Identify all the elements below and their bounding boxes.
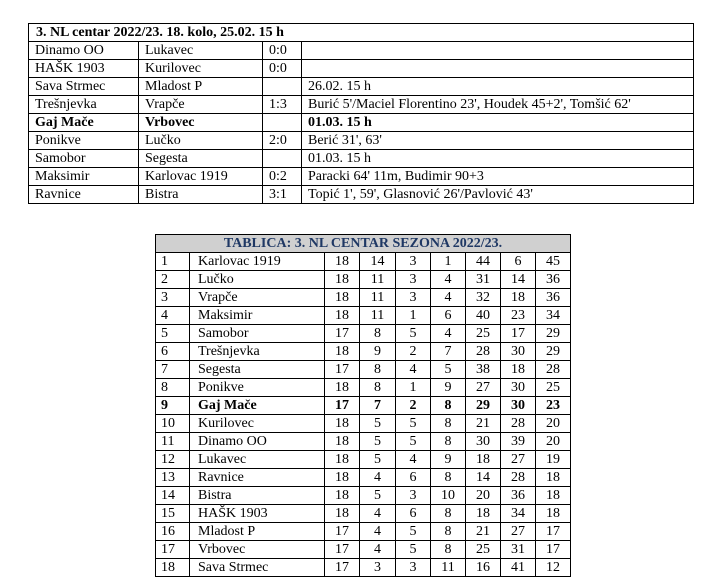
losses-cell: 4: [431, 289, 466, 307]
points-cell: 36: [536, 271, 571, 289]
home-team: Trešnjevka: [29, 96, 139, 114]
match-info: Paracki 64' 11m, Budimir 90+3: [302, 168, 694, 186]
played-cell: 17: [325, 523, 360, 541]
match-score: 1:3: [263, 96, 302, 114]
position-cell: 11: [156, 433, 190, 451]
standings-body: [156, 235, 571, 577]
draws-cell: 5: [396, 325, 431, 343]
team-cell: Dinamo OO: [190, 433, 325, 451]
position-cell: 6: [156, 343, 190, 361]
goals-for-cell: 14: [466, 469, 501, 487]
wins-cell: 11: [360, 271, 396, 289]
match-row: [29, 150, 694, 168]
standings-row: [156, 541, 571, 559]
match-score: 0:2: [263, 168, 302, 186]
match-info: 01.03. 15 h: [302, 114, 694, 132]
team-cell: Trešnjevka: [190, 343, 325, 361]
team-cell: Segesta: [190, 361, 325, 379]
away-team: Karlovac 1919: [139, 168, 263, 186]
team-cell: Samobor: [190, 325, 325, 343]
draws-cell: 4: [396, 451, 431, 469]
match-info: 26.02. 15 h: [302, 78, 694, 96]
wins-cell: 8: [360, 379, 396, 397]
losses-cell: 9: [431, 451, 466, 469]
points-cell: 29: [536, 325, 571, 343]
match-score: [263, 150, 302, 168]
losses-cell: 1: [431, 253, 466, 271]
match-info: Burić 5'/Maciel Florentino 23', Houdek 45+2', Tomšić 62': [302, 96, 694, 114]
points-cell: 28: [536, 361, 571, 379]
goals-against-cell: 30: [501, 379, 536, 397]
position-cell: 10: [156, 415, 190, 433]
wins-cell: 5: [360, 487, 396, 505]
goals-for-cell: 16: [466, 559, 501, 577]
draws-cell: 6: [396, 505, 431, 523]
standings-row: [156, 379, 571, 397]
goals-against-cell: 34: [501, 505, 536, 523]
position-cell: 7: [156, 361, 190, 379]
match-score: 0:0: [263, 60, 302, 78]
goals-against-cell: 27: [501, 451, 536, 469]
played-cell: 17: [325, 397, 360, 415]
played-cell: 18: [325, 433, 360, 451]
results-title: 3. NL centar 2022/23. 18. kolo, 25.02. 15 h: [29, 24, 694, 42]
goals-for-cell: 27: [466, 379, 501, 397]
standings-row: [156, 523, 571, 541]
goals-for-cell: 28: [466, 343, 501, 361]
goals-for-cell: 30: [466, 433, 501, 451]
goals-against-cell: 14: [501, 271, 536, 289]
points-cell: 18: [536, 505, 571, 523]
away-team: Segesta: [139, 150, 263, 168]
wins-cell: 5: [360, 433, 396, 451]
standings-row: [156, 559, 571, 577]
team-cell: Karlovac 1919: [190, 253, 325, 271]
standings-row: [156, 487, 571, 505]
points-cell: 29: [536, 343, 571, 361]
draws-cell: 3: [396, 253, 431, 271]
standings-row: [156, 307, 571, 325]
team-cell: Ponikve: [190, 379, 325, 397]
standings-title: TABLICA: 3. NL CENTAR SEZONA 2022/23.: [156, 235, 571, 253]
goals-for-cell: 29: [466, 397, 501, 415]
draws-cell: 3: [396, 271, 431, 289]
goals-against-cell: 27: [501, 523, 536, 541]
points-cell: 45: [536, 253, 571, 271]
draws-cell: 5: [396, 541, 431, 559]
draws-cell: 5: [396, 433, 431, 451]
match-info: Berić 31', 63': [302, 132, 694, 150]
points-cell: 20: [536, 433, 571, 451]
played-cell: 18: [325, 343, 360, 361]
position-cell: 8: [156, 379, 190, 397]
goals-for-cell: 44: [466, 253, 501, 271]
wins-cell: 4: [360, 469, 396, 487]
points-cell: 19: [536, 451, 571, 469]
played-cell: 17: [325, 361, 360, 379]
points-cell: 17: [536, 523, 571, 541]
points-cell: 23: [536, 397, 571, 415]
goals-against-cell: 30: [501, 343, 536, 361]
draws-cell: 4: [396, 361, 431, 379]
played-cell: 18: [325, 379, 360, 397]
team-cell: Bistra: [190, 487, 325, 505]
played-cell: 17: [325, 325, 360, 343]
wins-cell: 5: [360, 451, 396, 469]
losses-cell: 8: [431, 541, 466, 559]
away-team: Vrbovec: [139, 114, 263, 132]
match-row: [29, 186, 694, 204]
position-cell: 2: [156, 271, 190, 289]
goals-against-cell: 30: [501, 397, 536, 415]
away-team: Bistra: [139, 186, 263, 204]
team-cell: Maksimir: [190, 307, 325, 325]
team-cell: Sava Strmec: [190, 559, 325, 577]
losses-cell: 5: [431, 361, 466, 379]
standings-row: [156, 397, 571, 415]
results-title-row: [29, 24, 694, 42]
draws-cell: 2: [396, 397, 431, 415]
wins-cell: 14: [360, 253, 396, 271]
losses-cell: 6: [431, 307, 466, 325]
goals-against-cell: 28: [501, 415, 536, 433]
standings-row: [156, 325, 571, 343]
goals-for-cell: 38: [466, 361, 501, 379]
position-cell: 16: [156, 523, 190, 541]
goals-against-cell: 39: [501, 433, 536, 451]
goals-for-cell: 18: [466, 451, 501, 469]
match-info: 01.03. 15 h: [302, 150, 694, 168]
losses-cell: 8: [431, 505, 466, 523]
standings-row: [156, 253, 571, 271]
wins-cell: 9: [360, 343, 396, 361]
team-cell: Lukavec: [190, 451, 325, 469]
match-row: [29, 168, 694, 186]
home-team: Sava Strmec: [29, 78, 139, 96]
goals-against-cell: 41: [501, 559, 536, 577]
goals-against-cell: 36: [501, 487, 536, 505]
home-team: Ponikve: [29, 132, 139, 150]
home-team: Dinamo OO: [29, 42, 139, 60]
wins-cell: 7: [360, 397, 396, 415]
points-cell: 25: [536, 379, 571, 397]
draws-cell: 3: [396, 289, 431, 307]
played-cell: 17: [325, 559, 360, 577]
position-cell: 12: [156, 451, 190, 469]
standings-row: [156, 451, 571, 469]
goals-for-cell: 25: [466, 325, 501, 343]
points-cell: 34: [536, 307, 571, 325]
home-team: Samobor: [29, 150, 139, 168]
played-cell: 18: [325, 271, 360, 289]
losses-cell: 8: [431, 397, 466, 415]
team-cell: Lučko: [190, 271, 325, 289]
goals-against-cell: 23: [501, 307, 536, 325]
position-cell: 13: [156, 469, 190, 487]
results-body: [29, 24, 694, 204]
match-score: [263, 114, 302, 132]
wins-cell: 8: [360, 325, 396, 343]
position-cell: 17: [156, 541, 190, 559]
wins-cell: 4: [360, 505, 396, 523]
losses-cell: 9: [431, 379, 466, 397]
team-cell: Vrapče: [190, 289, 325, 307]
draws-cell: 3: [396, 487, 431, 505]
position-cell: 1: [156, 253, 190, 271]
played-cell: 18: [325, 469, 360, 487]
away-team: Vrapče: [139, 96, 263, 114]
position-cell: 14: [156, 487, 190, 505]
home-team: Maksimir: [29, 168, 139, 186]
position-cell: 3: [156, 289, 190, 307]
goals-against-cell: 28: [501, 469, 536, 487]
position-cell: 9: [156, 397, 190, 415]
points-cell: 18: [536, 487, 571, 505]
wins-cell: 11: [360, 289, 396, 307]
losses-cell: 7: [431, 343, 466, 361]
played-cell: 18: [325, 451, 360, 469]
goals-for-cell: 20: [466, 487, 501, 505]
points-cell: 17: [536, 541, 571, 559]
goals-against-cell: 31: [501, 541, 536, 559]
draws-cell: 6: [396, 469, 431, 487]
standings-row: [156, 469, 571, 487]
draws-cell: 1: [396, 307, 431, 325]
match-score: 2:0: [263, 132, 302, 150]
goals-for-cell: 31: [466, 271, 501, 289]
points-cell: 36: [536, 289, 571, 307]
standings-row: [156, 505, 571, 523]
losses-cell: 4: [431, 271, 466, 289]
draws-cell: 3: [396, 559, 431, 577]
match-row: [29, 42, 694, 60]
team-cell: Mladost P: [190, 523, 325, 541]
match-row: [29, 78, 694, 96]
points-cell: 20: [536, 415, 571, 433]
goals-for-cell: 21: [466, 523, 501, 541]
team-cell: Ravnice: [190, 469, 325, 487]
losses-cell: 8: [431, 523, 466, 541]
results-table: [28, 23, 694, 204]
goals-for-cell: 18: [466, 505, 501, 523]
match-info: [302, 60, 694, 78]
points-cell: 12: [536, 559, 571, 577]
position-cell: 18: [156, 559, 190, 577]
wins-cell: 11: [360, 307, 396, 325]
losses-cell: 8: [431, 433, 466, 451]
losses-cell: 10: [431, 487, 466, 505]
wins-cell: 4: [360, 541, 396, 559]
played-cell: 18: [325, 415, 360, 433]
played-cell: 18: [325, 487, 360, 505]
match-row: [29, 114, 694, 132]
position-cell: 5: [156, 325, 190, 343]
standings-row: [156, 343, 571, 361]
standings-title-row: [156, 235, 571, 253]
played-cell: 18: [325, 505, 360, 523]
losses-cell: 11: [431, 559, 466, 577]
losses-cell: 8: [431, 469, 466, 487]
standings-row: [156, 433, 571, 451]
away-team: Lučko: [139, 132, 263, 150]
match-score: 3:1: [263, 186, 302, 204]
home-team: Ravnice: [29, 186, 139, 204]
wins-cell: 4: [360, 523, 396, 541]
standings-row: [156, 271, 571, 289]
position-cell: 15: [156, 505, 190, 523]
match-row: [29, 60, 694, 78]
played-cell: 18: [325, 253, 360, 271]
wins-cell: 8: [360, 361, 396, 379]
losses-cell: 4: [431, 325, 466, 343]
team-cell: HAŠK 1903: [190, 505, 325, 523]
goals-for-cell: 32: [466, 289, 501, 307]
draws-cell: 5: [396, 523, 431, 541]
away-team: Lukavec: [139, 42, 263, 60]
goals-for-cell: 40: [466, 307, 501, 325]
goals-against-cell: 18: [501, 361, 536, 379]
losses-cell: 8: [431, 415, 466, 433]
team-cell: Vrbovec: [190, 541, 325, 559]
points-cell: 18: [536, 469, 571, 487]
standings-row: [156, 415, 571, 433]
wins-cell: 3: [360, 559, 396, 577]
goals-against-cell: 17: [501, 325, 536, 343]
match-row: [29, 96, 694, 114]
goals-for-cell: 21: [466, 415, 501, 433]
played-cell: 17: [325, 541, 360, 559]
match-info: [302, 42, 694, 60]
goals-for-cell: 25: [466, 541, 501, 559]
standings-table: [155, 234, 571, 577]
played-cell: 18: [325, 289, 360, 307]
match-row: [29, 132, 694, 150]
draws-cell: 2: [396, 343, 431, 361]
played-cell: 18: [325, 307, 360, 325]
match-score: [263, 78, 302, 96]
standings-row: [156, 361, 571, 379]
goals-against-cell: 6: [501, 253, 536, 271]
match-score: 0:0: [263, 42, 302, 60]
team-cell: Kurilovec: [190, 415, 325, 433]
draws-cell: 1: [396, 379, 431, 397]
match-info: Topić 1', 59', Glasnović 26'/Pavlović 43': [302, 186, 694, 204]
position-cell: 4: [156, 307, 190, 325]
standings-row: [156, 289, 571, 307]
away-team: Kurilovec: [139, 60, 263, 78]
draws-cell: 5: [396, 415, 431, 433]
wins-cell: 5: [360, 415, 396, 433]
team-cell: Gaj Mače: [190, 397, 325, 415]
goals-against-cell: 18: [501, 289, 536, 307]
away-team: Mladost P: [139, 78, 263, 96]
home-team: Gaj Mače: [29, 114, 139, 132]
home-team: HAŠK 1903: [29, 60, 139, 78]
